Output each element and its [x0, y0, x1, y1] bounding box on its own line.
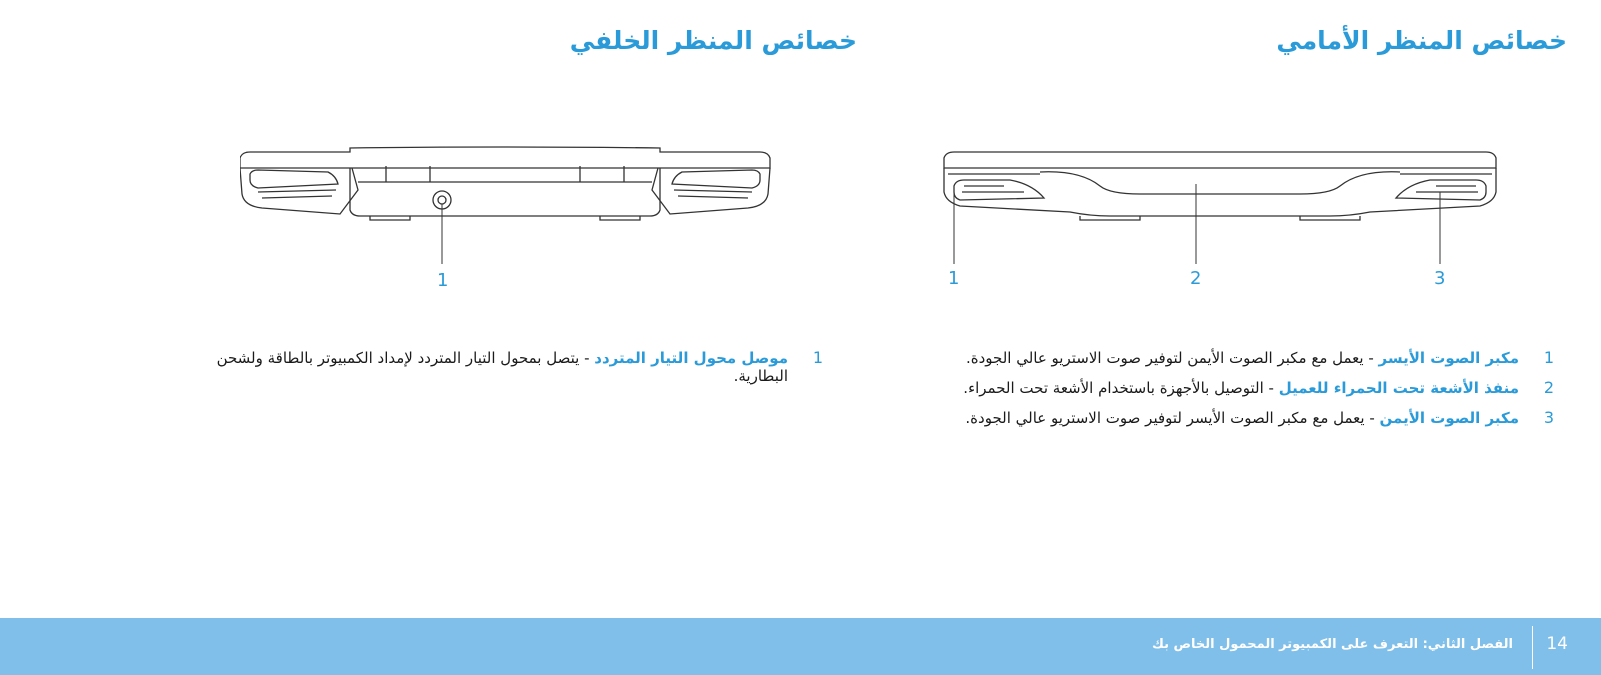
- item-title: منفذ الأشعة تحت الحمراء للعميل: [1278, 379, 1519, 397]
- front-features-list: [914, 349, 1554, 439]
- item-body: - يعمل مع مكبر الصوت الأيسر لتوفير صوت الاستريو عالي الجودة.: [965, 409, 1380, 427]
- item-number: 1: [1543, 348, 1554, 367]
- item-description: [914, 379, 1519, 397]
- callout-number: 2: [1190, 268, 1202, 289]
- list-item: [914, 409, 1554, 427]
- item-title: مكبر الصوت الأيسر: [1378, 349, 1519, 367]
- chapter-title: الفصل الثاني: التعرف على الكمبيوتر المحمول الخاص بك: [1151, 637, 1513, 652]
- item-number: 1: [812, 348, 823, 367]
- item-number: 3: [1543, 408, 1554, 427]
- item-description: [914, 409, 1519, 427]
- rear-view-title: خصائص المنظر الخلفي: [569, 26, 857, 55]
- rear-features-list: [203, 349, 823, 397]
- item-description: [203, 349, 788, 385]
- laptop-rear-view-illustration: [240, 140, 780, 310]
- laptop-rear-view-icon: [240, 140, 780, 310]
- item-title: مكبر الصوت الأيمن: [1379, 409, 1519, 427]
- item-body: - التوصيل بالأجهزة باستخدام الأشعة تحت الحمراء.: [963, 379, 1279, 397]
- page-number: 14: [1546, 634, 1568, 654]
- list-item: [914, 349, 1554, 367]
- front-view-title: خصائص المنظر الأمامي: [1276, 26, 1567, 55]
- callout-number: 3: [1434, 268, 1446, 289]
- callout-number: 1: [437, 270, 449, 291]
- footer-divider: [1532, 626, 1533, 669]
- laptop-front-view-illustration: [940, 140, 1500, 310]
- list-item: [914, 379, 1554, 397]
- item-number: 2: [1543, 378, 1554, 397]
- callout-number: 1: [948, 268, 960, 289]
- list-item: [203, 349, 823, 385]
- item-description: [914, 349, 1519, 367]
- item-body: - يعمل مع مكبر الصوت الأيمن لتوفير صوت الاستريو عالي الجودة.: [965, 349, 1379, 367]
- page-footer: [0, 618, 1601, 675]
- item-title: موصل محول التيار المتردد: [594, 349, 788, 367]
- item-body: - يتصل بمحول التيار المتردد لإمداد الكمبيوتر بالطاقة ولشحن البطارية.: [216, 349, 788, 385]
- laptop-front-view-icon: [940, 140, 1500, 310]
